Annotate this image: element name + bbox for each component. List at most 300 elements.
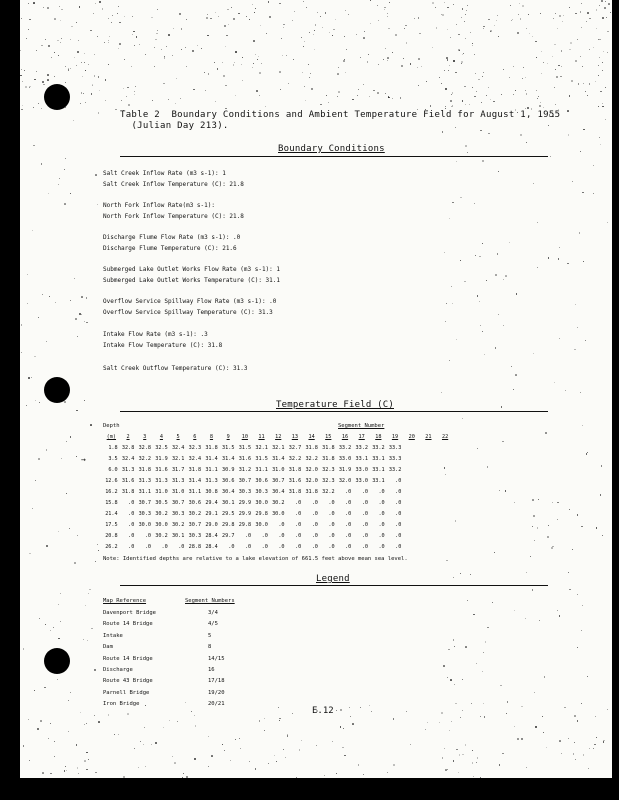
noise-speck: [517, 738, 519, 740]
noise-speck: [38, 458, 40, 460]
noise-speck: [525, 77, 526, 78]
noise-speck: [119, 22, 121, 24]
noise-speck: [444, 252, 445, 253]
noise-speck: [95, 174, 97, 176]
noise-speck: [480, 716, 481, 717]
noise-speck: [461, 17, 462, 18]
noise-speck: [603, 51, 605, 53]
temperature-cell: 30.2: [272, 499, 285, 506]
noise-speck: [494, 552, 495, 553]
noise-speck: [192, 50, 193, 51]
noise-speck: [570, 42, 572, 44]
noise-speck: [554, 382, 555, 383]
temperature-cell: .0: [378, 499, 385, 506]
noise-speck: [506, 713, 507, 714]
noise-speck: [175, 103, 176, 104]
noise-speck: [252, 67, 253, 68]
noise-speck: [515, 90, 516, 91]
noise-speck: [462, 54, 463, 55]
column-header: 11: [258, 433, 265, 440]
legend-map-reference: Dam: [103, 644, 113, 651]
noise-speck: [454, 646, 455, 647]
noise-speck: [534, 540, 535, 541]
noise-speck: [528, 14, 529, 15]
noise-speck: [453, 4, 454, 5]
noise-speck: [242, 57, 243, 58]
noise-speck: [595, 81, 596, 82]
noise-speck: [471, 703, 472, 704]
noise-speck: [593, 47, 594, 48]
noise-speck: [238, 13, 240, 15]
temperature-cell: 33.1: [372, 477, 385, 484]
noise-speck: [466, 10, 467, 11]
noise-speck: [567, 263, 569, 265]
noise-speck: [395, 34, 397, 36]
noise-speck: [447, 7, 448, 8]
noise-speck: [581, 526, 583, 528]
noise-speck: [523, 67, 524, 68]
segment-label: Segment Number: [338, 423, 385, 429]
noise-speck: [363, 37, 365, 39]
noise-speck: [34, 690, 35, 691]
noise-speck: [308, 64, 309, 65]
noise-speck: [42, 294, 43, 295]
noise-speck: [537, 267, 538, 268]
noise-speck: [568, 134, 569, 135]
temperature-cell: .0: [311, 499, 318, 506]
noise-speck: [557, 610, 559, 612]
legend-segment-number: 3/4: [208, 610, 218, 616]
noise-speck: [358, 89, 359, 90]
noise-speck: [292, 713, 293, 714]
temperature-cell: 32.0: [338, 477, 352, 484]
noise-speck: [78, 773, 79, 774]
noise-speck: [268, 1, 269, 2]
noise-speck: [486, 280, 487, 281]
noise-speck: [505, 490, 506, 491]
noise-speck: [602, 62, 603, 63]
temperature-cell: 31.6: [155, 466, 168, 473]
temperature-cell: .0: [361, 499, 368, 506]
noise-speck: [121, 100, 123, 102]
noise-speck: [241, 64, 242, 65]
legend-map-reference: Davenport Bridge: [103, 610, 156, 616]
noise-speck: [343, 728, 344, 729]
noise-speck: [449, 65, 451, 67]
noise-speck: [201, 48, 202, 49]
temperature-cell: 31.8: [205, 444, 218, 451]
noise-speck: [57, 40, 59, 42]
noise-speck: [276, 761, 277, 762]
temperature-cell: .0: [378, 521, 385, 528]
noise-speck: [545, 432, 547, 434]
temperature-cell: 30.2: [188, 510, 202, 517]
noise-speck: [64, 203, 66, 205]
temperature-cell: 30.0: [255, 499, 268, 506]
noise-speck: [441, 83, 442, 84]
noise-speck: [444, 2, 445, 3]
noise-speck: [598, 39, 599, 40]
noise-speck: [575, 759, 577, 761]
legend-col-segment-numbers: Segment Numbers: [185, 598, 235, 604]
boundary-condition-item: Salt Creek Inflow Rate (m3 s-1): 1: [103, 170, 226, 177]
noise-speck: [559, 615, 561, 617]
noise-speck: [559, 247, 560, 248]
temperature-cell: 29.8: [238, 521, 252, 528]
noise-speck: [521, 738, 522, 739]
noise-speck: [453, 639, 455, 641]
temperature-cell: 28.4: [205, 543, 218, 550]
noise-speck: [138, 767, 139, 768]
noise-speck: [488, 19, 490, 21]
noise-speck: [287, 735, 288, 736]
noise-speck: [480, 777, 481, 778]
noise-speck: [536, 57, 537, 58]
noise-speck: [42, 81, 44, 83]
noise-speck: [548, 525, 549, 526]
noise-speck: [157, 9, 158, 10]
noise-speck: [513, 94, 515, 96]
table-note: Note: Identified depths are relative to a lake elevation of 661.5 feet above mean sea level.: [103, 556, 408, 562]
noise-speck: [41, 45, 43, 47]
noise-speck: [98, 550, 99, 551]
noise-speck: [537, 98, 538, 99]
noise-speck: [235, 95, 236, 96]
noise-speck: [155, 742, 156, 743]
noise-speck: [343, 60, 345, 62]
noise-speck: [109, 36, 110, 37]
temperature-cell: .0: [128, 521, 135, 528]
noise-speck: [123, 776, 125, 778]
noise-speck: [452, 92, 453, 93]
noise-speck: [600, 91, 601, 92]
noise-speck: [604, 7, 606, 9]
temperature-cell: 31.8: [288, 488, 302, 495]
noise-speck: [20, 50, 21, 51]
noise-speck: [464, 86, 465, 87]
noise-speck: [575, 60, 577, 62]
noise-speck: [76, 456, 77, 457]
temperature-cell: .0: [378, 488, 385, 495]
temperature-cell: 31.0: [272, 466, 285, 473]
noise-speck: [509, 77, 510, 78]
noise-speck: [185, 47, 186, 48]
noise-speck: [58, 638, 59, 639]
noise-speck: [449, 218, 450, 219]
depth-cell: 15.8: [105, 499, 118, 506]
noise-speck: [118, 6, 119, 7]
noise-speck: [447, 769, 448, 770]
temperature-cell: 29.9: [238, 499, 252, 506]
noise-speck: [191, 711, 192, 712]
noise-speck: [580, 392, 581, 393]
noise-speck: [569, 49, 571, 51]
noise-speck: [481, 102, 482, 103]
noise-speck: [445, 321, 446, 322]
noise-speck: [86, 322, 87, 323]
noise-speck: [186, 776, 188, 778]
noise-speck: [32, 508, 33, 509]
noise-speck: [554, 87, 555, 88]
noise-speck: [104, 42, 106, 44]
noise-speck: [65, 82, 66, 83]
noise-speck: [98, 112, 100, 114]
temperature-cell: .0: [128, 510, 135, 517]
noise-speck: [336, 773, 337, 774]
noise-speck: [452, 303, 453, 304]
noise-speck: [168, 34, 170, 36]
temperature-cell: 31.8: [288, 466, 302, 473]
noise-speck: [364, 31, 365, 32]
noise-speck: [559, 338, 561, 340]
noise-speck: [332, 35, 333, 36]
noise-speck: [401, 65, 402, 66]
temperature-cell: 30.7: [171, 499, 185, 506]
noise-speck: [551, 547, 553, 549]
punch-hole-top: [44, 84, 70, 110]
noise-speck: [369, 705, 370, 706]
noise-speck: [522, 5, 524, 7]
noise-speck: [233, 64, 234, 65]
temperature-cell: 31.3: [138, 477, 152, 484]
noise-speck: [59, 6, 60, 7]
noise-speck: [185, 702, 186, 703]
noise-speck: [93, 13, 94, 14]
noise-speck: [450, 679, 452, 681]
temperature-cell: .0: [395, 543, 402, 550]
noise-speck: [119, 43, 121, 45]
noise-speck: [324, 775, 325, 776]
noise-speck: [602, 103, 603, 104]
noise-speck: [41, 163, 42, 164]
legend-heading: Legend: [316, 574, 350, 584]
noise-speck: [164, 57, 165, 58]
temperature-cell: .0: [361, 510, 368, 517]
noise-speck: [180, 98, 181, 99]
temperature-cell: 30.9: [222, 466, 235, 473]
noise-speck: [304, 41, 305, 42]
noise-speck: [42, 772, 44, 774]
noise-speck: [186, 66, 187, 67]
table-row: [103, 519, 453, 530]
noise-speck: [552, 502, 553, 503]
noise-speck: [41, 108, 42, 109]
noise-speck: [260, 25, 261, 26]
noise-speck: [283, 27, 284, 28]
noise-speck: [21, 109, 23, 111]
noise-speck: [511, 20, 512, 21]
noise-speck: [403, 58, 404, 59]
noise-speck: [145, 54, 146, 55]
noise-speck: [605, 1, 606, 2]
temperature-cell: .0: [128, 532, 135, 539]
table-row: [103, 464, 453, 475]
noise-speck: [577, 647, 578, 648]
noise-speck: [370, 23, 371, 24]
noise-speck: [543, 107, 544, 108]
noise-speck: [309, 32, 310, 33]
noise-speck: [487, 627, 489, 629]
noise-speck: [583, 754, 585, 756]
noise-speck: [494, 25, 495, 26]
noise-speck: [552, 56, 553, 57]
noise-speck: [61, 458, 63, 460]
temperature-cell: 31.3: [155, 477, 168, 484]
noise-speck: [21, 69, 22, 70]
noise-speck: [486, 95, 487, 96]
noise-speck: [172, 55, 173, 56]
noise-speck: [168, 99, 169, 100]
noise-speck: [51, 57, 52, 58]
noise-speck: [64, 401, 66, 403]
noise-speck: [526, 572, 527, 573]
noise-speck: [283, 749, 284, 750]
noise-speck: [84, 62, 85, 63]
noise-speck: [124, 16, 125, 17]
noise-speck: [446, 57, 448, 59]
noise-speck: [472, 87, 473, 88]
noise-speck: [602, 17, 604, 19]
noise-speck: [70, 193, 71, 194]
temperature-cell: .0: [345, 510, 352, 517]
noise-speck: [342, 747, 343, 748]
noise-speck: [134, 45, 135, 46]
noise-speck: [44, 687, 45, 688]
noise-speck: [207, 14, 208, 15]
noise-speck: [152, 100, 153, 101]
noise-speck: [587, 95, 588, 96]
noise-speck: [314, 30, 315, 31]
noise-speck: [99, 90, 100, 91]
noise-speck: [600, 494, 601, 495]
noise-speck: [46, 341, 47, 342]
noise-speck: [490, 99, 491, 100]
noise-speck: [495, 347, 497, 349]
noise-speck: [406, 42, 408, 44]
noise-speck: [585, 91, 586, 92]
noise-speck: [569, 509, 570, 510]
noise-speck: [179, 13, 180, 14]
title-line-2: (Julian Day 213).: [131, 121, 229, 131]
noise-speck: [473, 776, 474, 777]
legend-segment-number: 19/20: [208, 689, 225, 696]
noise-speck: [596, 737, 597, 738]
noise-speck: [50, 630, 51, 631]
noise-speck: [246, 16, 247, 17]
temperature-cell: .0: [328, 543, 335, 550]
temperature-cell: 28.8: [188, 543, 202, 550]
noise-speck: [553, 18, 554, 19]
noise-speck: [54, 18, 56, 20]
noise-speck: [163, 83, 165, 85]
noise-speck: [35, 480, 36, 481]
noise-speck: [66, 770, 67, 771]
noise-speck: [161, 49, 162, 50]
noise-speck: [315, 24, 316, 25]
noise-speck: [61, 38, 62, 39]
depth-cell: 20.8: [105, 532, 118, 539]
noise-speck: [29, 553, 30, 554]
noise-speck: [50, 773, 51, 774]
noise-speck: [86, 297, 88, 299]
noise-speck: [393, 718, 395, 720]
temperature-cell: .0: [295, 532, 302, 539]
noise-speck: [82, 76, 83, 77]
noise-speck: [76, 744, 78, 746]
temperature-cell: .0: [295, 543, 302, 550]
noise-speck: [378, 64, 379, 65]
noise-speck: [460, 717, 461, 718]
noise-speck: [33, 107, 34, 108]
noise-speck: [490, 31, 491, 32]
noise-speck: [539, 620, 540, 621]
noise-speck: [370, 0, 371, 1]
noise-speck: [29, 87, 30, 88]
noise-speck: [385, 93, 387, 95]
noise-speck: [569, 7, 570, 8]
temperature-cell: 31.1: [205, 466, 218, 473]
noise-speck: [544, 676, 546, 678]
noise-speck: [462, 418, 463, 419]
noise-speck: [572, 549, 574, 551]
noise-speck: [560, 76, 561, 77]
noise-speck: [483, 28, 484, 29]
noise-speck: [304, 86, 305, 87]
noise-speck: [313, 34, 314, 35]
legend-map-reference: Intake: [103, 632, 123, 639]
noise-speck: [557, 502, 558, 503]
noise-speck: [602, 106, 604, 108]
divider: [120, 585, 548, 586]
noise-speck: [151, 17, 152, 18]
noise-speck: [112, 15, 113, 16]
temperature-cell: 31.4: [205, 455, 218, 462]
noise-speck: [76, 65, 77, 66]
temperature-cell: 30.2: [155, 532, 168, 539]
noise-speck: [225, 108, 227, 110]
noise-speck: [456, 339, 457, 340]
table-row: [103, 497, 453, 508]
noise-speck: [453, 60, 454, 61]
noise-speck: [387, 772, 388, 773]
column-header: 15: [325, 433, 332, 440]
noise-speck: [498, 36, 499, 37]
noise-speck: [134, 94, 136, 96]
noise-speck: [88, 64, 89, 65]
noise-speck: [557, 519, 558, 520]
noise-speck: [194, 715, 195, 716]
noise-speck: [66, 441, 67, 442]
noise-speck: [367, 61, 368, 62]
temperature-cell: 32.2: [305, 455, 318, 462]
noise-speck: [172, 756, 173, 757]
noise-speck: [548, 257, 549, 258]
temperature-cell: 33.3: [388, 455, 402, 462]
noise-speck: [526, 93, 527, 94]
noise-speck: [98, 721, 100, 723]
temperature-cell: 30.0: [138, 521, 152, 528]
noise-speck: [210, 18, 212, 20]
noise-speck: [131, 66, 132, 67]
depth-cell: 21.4: [105, 510, 118, 517]
noise-speck: [309, 77, 310, 78]
legend-segment-number: 8: [208, 644, 212, 651]
noise-speck: [286, 55, 287, 56]
temperature-cell: 33.0: [355, 466, 368, 473]
noise-speck: [37, 728, 38, 729]
depth-cell: 3.5: [108, 455, 118, 462]
noise-speck: [38, 103, 39, 104]
